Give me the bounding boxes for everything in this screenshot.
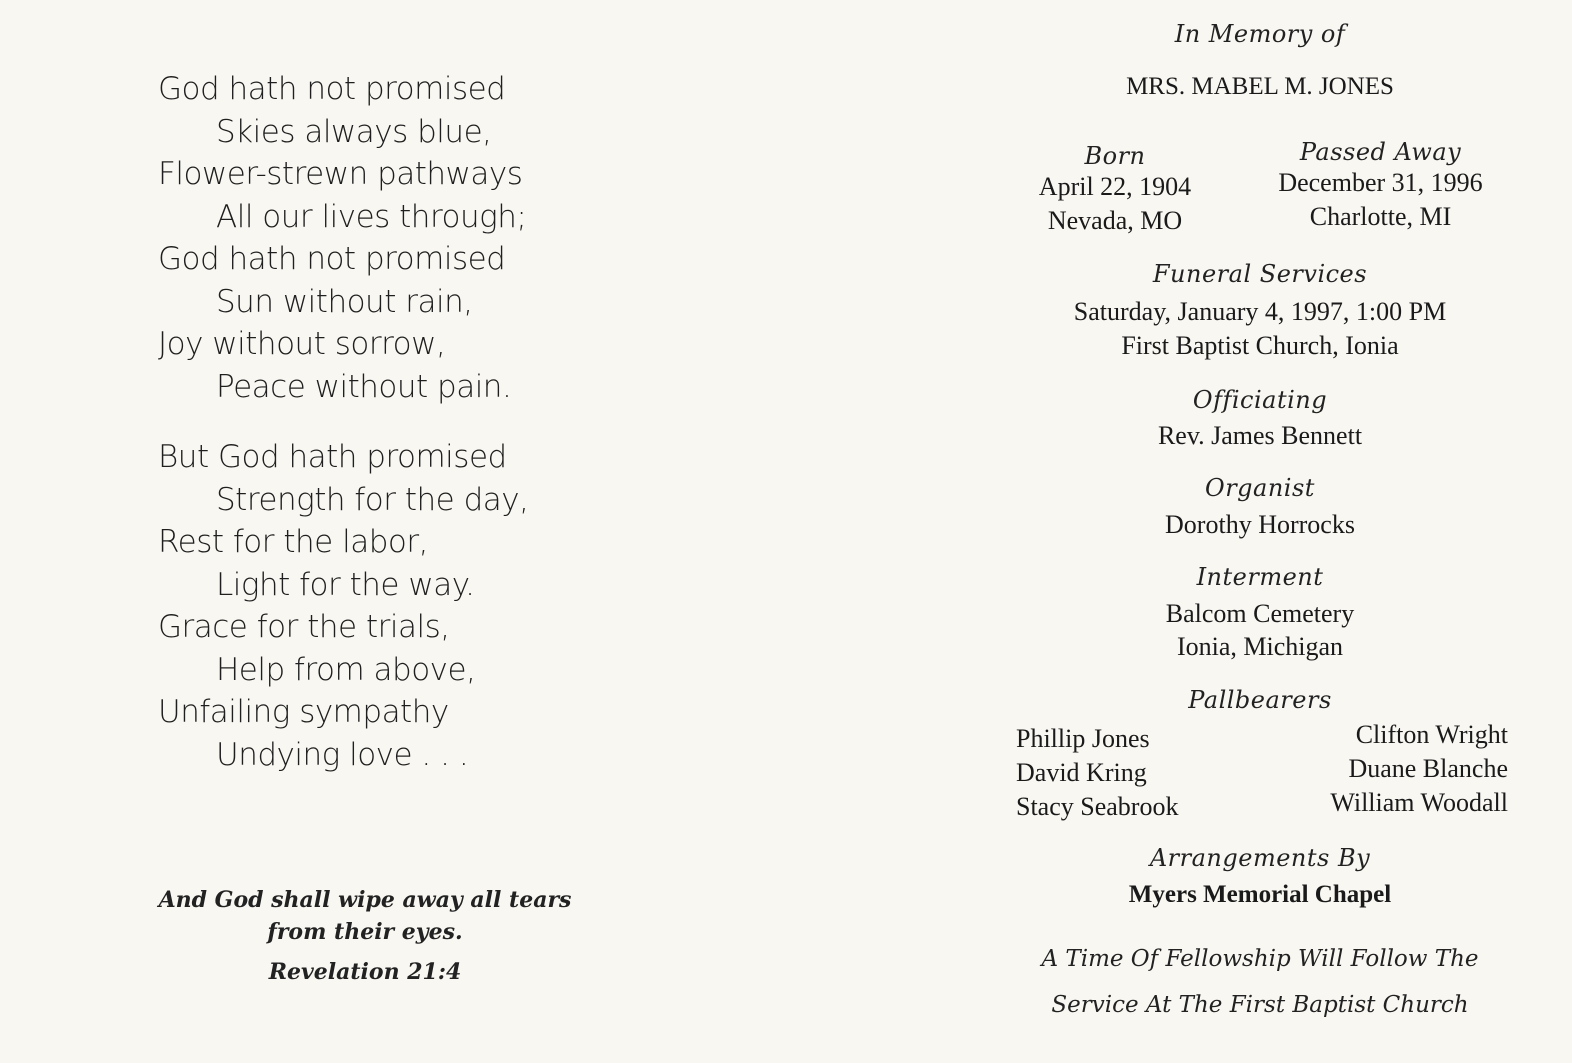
born-place: Nevada, MO (1047, 206, 1183, 235)
verse-line: from their eyes. (267, 919, 463, 945)
officiating-label: Officiating (1192, 386, 1328, 414)
poem-line: Light for the way. (216, 566, 475, 603)
pallbearer-name: William Woodall (1330, 788, 1508, 817)
poem-line: Rest for the labor, (158, 524, 428, 560)
pallbearer-name: David Kring (1016, 758, 1147, 787)
funeral-label: Funeral Services (1152, 260, 1368, 288)
poem (158, 68, 618, 776)
poem-line: God hath not promised (158, 71, 506, 107)
funeral-datetime: Saturday, January 4, 1997, 1:00 PM (1073, 297, 1447, 326)
verse-line: And God shall wipe away all tears (158, 887, 572, 913)
poem-line: But God hath promised (158, 439, 507, 475)
poem-line: Flower-strewn pathways (158, 156, 523, 192)
poem-line: Peace without pain. (216, 368, 512, 405)
service-details (1000, 0, 1520, 1063)
deceased-name: MRS. MABEL M. JONES (1126, 73, 1394, 100)
pallbearer-name: Stacy Seabrook (1016, 792, 1179, 821)
fellowship-line: A Time Of Fellowship Will Follow The (1041, 946, 1479, 972)
interment-label: Interment (1196, 563, 1324, 591)
poem-line: All our lives through; (216, 198, 527, 235)
passed-place: Charlotte, MI (1309, 202, 1452, 231)
poem-line: Unfailing sympathy (158, 694, 449, 730)
funeral-location: First Baptist Church, Ionia (1121, 331, 1399, 360)
arrangements-label: Arrangements By (1149, 844, 1371, 872)
poem-line: Strength for the day, (216, 481, 529, 518)
born-label: Born (1084, 142, 1146, 170)
pallbearers-left (1016, 722, 1178, 824)
passed-label: Passed Away (1299, 138, 1462, 166)
pallbearer-name: Duane Blanche (1348, 754, 1508, 783)
interment-city: Ionia, Michigan (1176, 632, 1344, 661)
verse-reference: Revelation 21:4 (268, 959, 462, 985)
poem-line: Sun without rain, (216, 283, 473, 320)
organist-label: Organist (1205, 474, 1315, 502)
poem-line: Skies always blue, (216, 113, 492, 150)
organist-name: Dorothy Horrocks (1165, 510, 1355, 539)
pallbearers-label: Pallbearers (1188, 686, 1332, 714)
poem-line: Grace for the trials, (158, 609, 450, 645)
memory-heading: In Memory of (1174, 20, 1346, 48)
fellowship-line: Service At The First Baptist Church (1051, 992, 1469, 1018)
poem-line: Joy without sorrow, (158, 326, 446, 362)
interment-place: Balcom Cemetery (1165, 599, 1355, 628)
poem-line: Undying love . . . (216, 736, 469, 773)
passed-date: December 31, 1996 (1278, 168, 1483, 197)
pallbearer-name: Clifton Wright (1355, 720, 1508, 749)
officiating-name: Rev. James Bennett (1157, 421, 1363, 450)
poem-line: God hath not promised (158, 241, 506, 277)
pallbearers-right (1330, 718, 1508, 820)
poem-line: Help from above, (216, 651, 476, 688)
arrangements-name: Myers Memorial Chapel (1128, 881, 1392, 908)
born-block (1010, 142, 1220, 238)
born-date: April 22, 1904 (1038, 172, 1192, 201)
passed-block (1258, 138, 1503, 234)
scripture-verse (150, 884, 580, 988)
pallbearer-name: Phillip Jones (1016, 724, 1150, 753)
stanza-gap (158, 408, 618, 436)
